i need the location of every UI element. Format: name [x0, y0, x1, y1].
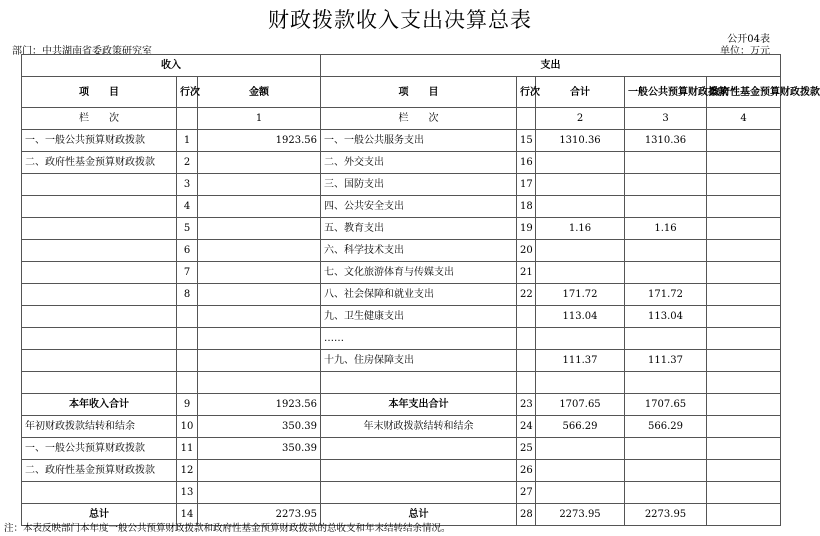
gov-fund-cell	[707, 284, 781, 306]
income-header: 收入	[22, 55, 321, 77]
report-title: 财政拨款收入支出决算总表	[268, 8, 532, 32]
income-item-cell	[22, 262, 177, 284]
expense-item-cell: 八、社会保障和就业支出	[321, 284, 517, 306]
income-item-cell: 年初财政拨款结转和结余	[22, 416, 177, 438]
gov-fund-cell	[707, 416, 781, 438]
expense-rowno-cell	[517, 328, 536, 350]
gov-fund-cell	[707, 262, 781, 284]
expense-item-cell: 二、外交支出	[321, 152, 517, 174]
expense-total-cell	[536, 174, 625, 196]
table-row	[22, 372, 781, 394]
general-budget-cell	[625, 460, 707, 482]
gov-fund-cell	[707, 196, 781, 218]
general-budget-cell	[625, 372, 707, 394]
expense-total-cell: 2273.95	[536, 504, 625, 526]
column-number-row	[22, 108, 781, 130]
expense-item-cell: ……	[321, 328, 517, 350]
income-item-cell	[22, 328, 177, 350]
general-budget-cell: 171.72	[625, 284, 707, 306]
expense-rowno-cell: 26	[517, 460, 536, 482]
summary-row	[22, 416, 781, 438]
empty-cell	[177, 108, 198, 130]
income-item-cell	[22, 372, 177, 394]
income-amount-cell	[198, 152, 321, 174]
income-amount-cell	[198, 482, 321, 504]
expense-header: 支出	[321, 55, 781, 77]
expense-total-cell: 171.72	[536, 284, 625, 306]
expense-item-cell: 三、国防支出	[321, 174, 517, 196]
gov-fund-cell	[707, 328, 781, 350]
income-item-cell	[22, 174, 177, 196]
expense-item-cell: 六、科学技术支出	[321, 240, 517, 262]
income-amount-cell: 2273.95	[198, 504, 321, 526]
expense-total-cell: 111.37	[536, 350, 625, 372]
income-item-cell	[22, 218, 177, 240]
income-rowno-cell: 14	[177, 504, 198, 526]
income-item-cell	[22, 306, 177, 328]
general-budget-cell	[625, 240, 707, 262]
income-rowno-cell: 12	[177, 460, 198, 482]
expense-total-cell	[536, 196, 625, 218]
income-amount-cell: 350.39	[198, 438, 321, 460]
gov-fund-cell	[707, 482, 781, 504]
general-budget-cell: 566.29	[625, 416, 707, 438]
expense-item-cell: 十九、住房保障支出	[321, 350, 517, 372]
income-rowno-header: 行次	[177, 77, 198, 108]
gov-fund-cell	[707, 394, 781, 416]
general-budget-cell	[625, 152, 707, 174]
general-budget-cell	[625, 262, 707, 284]
expense-total-cell	[536, 372, 625, 394]
income-amount-cell	[198, 328, 321, 350]
expense-rowno-cell: 16	[517, 152, 536, 174]
income-amount-cell: 1923.56	[198, 130, 321, 152]
income-rowno-cell: 9	[177, 394, 198, 416]
income-amount-header: 金额	[198, 77, 321, 108]
gov-fund-cell	[707, 460, 781, 482]
expense-item-cell	[321, 438, 517, 460]
income-amount-cell	[198, 196, 321, 218]
income-item-cell: 一、一般公共预算财政拨款	[22, 438, 177, 460]
column-header-row	[22, 77, 781, 108]
income-rowno-cell: 7	[177, 262, 198, 284]
income-amount-cell	[198, 262, 321, 284]
general-budget-cell: 1.16	[625, 218, 707, 240]
expense-item-header: 项 目	[321, 77, 517, 108]
expense-rowno-cell: 20	[517, 240, 536, 262]
expense-total-cell	[536, 482, 625, 504]
general-budget-cell	[625, 328, 707, 350]
empty-cell	[517, 108, 536, 130]
income-item-cell	[22, 284, 177, 306]
general-budget-cell	[625, 174, 707, 196]
income-rowno-cell	[177, 306, 198, 328]
income-amount-cell	[198, 460, 321, 482]
income-rowno-cell: 8	[177, 284, 198, 306]
income-rowno-cell: 3	[177, 174, 198, 196]
column-number: 1	[198, 108, 321, 130]
column-label: 栏 次	[321, 108, 517, 130]
expense-total-cell	[536, 438, 625, 460]
expense-total-cell: 113.04	[536, 306, 625, 328]
table-row	[22, 174, 781, 196]
expense-item-cell: 九、卫生健康支出	[321, 306, 517, 328]
table-row	[22, 130, 781, 152]
income-rowno-cell: 1	[177, 130, 198, 152]
income-item-cell: 总计	[22, 504, 177, 526]
expense-rowno-cell: 27	[517, 482, 536, 504]
income-item-cell	[22, 482, 177, 504]
table-row	[22, 350, 781, 372]
expense-total-cell: 1707.65	[536, 394, 625, 416]
general-budget-cell	[625, 438, 707, 460]
summary-row	[22, 460, 781, 482]
income-rowno-cell: 10	[177, 416, 198, 438]
column-label: 栏 次	[22, 108, 177, 130]
gov-fund-cell	[707, 130, 781, 152]
expense-item-cell: 一、一般公共服务支出	[321, 130, 517, 152]
table-row	[22, 196, 781, 218]
summary-row	[22, 394, 781, 416]
expense-item-cell: 七、文化旅游体育与传媒支出	[321, 262, 517, 284]
income-item-cell: 二、政府性基金预算财政拨款	[22, 152, 177, 174]
general-budget-cell: 113.04	[625, 306, 707, 328]
income-rowno-cell	[177, 328, 198, 350]
group-header-row	[22, 55, 781, 77]
budget-table	[21, 54, 820, 526]
income-amount-cell	[198, 306, 321, 328]
gov-fund-cell	[707, 306, 781, 328]
expense-rowno-header: 行次	[517, 77, 536, 108]
expense-total-cell: 566.29	[536, 416, 625, 438]
income-item-cell: 二、政府性基金预算财政拨款	[22, 460, 177, 482]
footnote: 注：本表反映部门本年度一般公共预算财政拨款和政府性基金预算财政拨款的总收支和年末结转结余情况。	[4, 523, 451, 534]
expense-rowno-cell: 15	[517, 130, 536, 152]
expense-rowno-cell: 21	[517, 262, 536, 284]
expense-rowno-cell: 23	[517, 394, 536, 416]
expense-total-header: 合计	[536, 77, 625, 108]
table-row	[22, 262, 781, 284]
table-row	[22, 218, 781, 240]
income-amount-cell: 1923.56	[198, 394, 321, 416]
gov-fund-cell	[707, 218, 781, 240]
general-budget-cell: 1707.65	[625, 394, 707, 416]
income-rowno-cell: 13	[177, 482, 198, 504]
income-rowno-cell	[177, 372, 198, 394]
gov-fund-cell	[707, 504, 781, 526]
table-row	[22, 284, 781, 306]
gov-fund-cell	[707, 240, 781, 262]
income-amount-cell	[198, 372, 321, 394]
table-row	[22, 328, 781, 350]
general-budget-header: 一般公共预算财政拨款	[625, 77, 707, 108]
general-budget-cell: 1310.36	[625, 130, 707, 152]
expense-rowno-cell: 24	[517, 416, 536, 438]
gov-fund-cell	[707, 174, 781, 196]
income-amount-cell	[198, 174, 321, 196]
income-rowno-cell: 2	[177, 152, 198, 174]
expense-rowno-cell	[517, 306, 536, 328]
expense-rowno-cell: 25	[517, 438, 536, 460]
expense-rowno-cell: 22	[517, 284, 536, 306]
expense-item-cell: 五、教育支出	[321, 218, 517, 240]
summary-row	[22, 482, 781, 504]
income-rowno-cell: 4	[177, 196, 198, 218]
income-amount-cell	[198, 218, 321, 240]
expense-total-cell	[536, 460, 625, 482]
income-amount-cell	[198, 240, 321, 262]
expense-rowno-cell	[517, 350, 536, 372]
table-row	[22, 152, 781, 174]
income-rowno-cell: 6	[177, 240, 198, 262]
income-rowno-cell: 5	[177, 218, 198, 240]
column-number: 2	[536, 108, 625, 130]
expense-rowno-cell	[517, 372, 536, 394]
expense-item-cell	[321, 460, 517, 482]
gov-fund-cell	[707, 372, 781, 394]
expense-rowno-cell: 17	[517, 174, 536, 196]
expense-rowno-cell: 28	[517, 504, 536, 526]
income-item-cell: 一、一般公共预算财政拨款	[22, 130, 177, 152]
expense-item-cell	[321, 482, 517, 504]
general-budget-cell: 111.37	[625, 350, 707, 372]
income-item-cell	[22, 196, 177, 218]
income-item-header: 项 目	[22, 77, 177, 108]
income-item-cell	[22, 350, 177, 372]
gov-fund-cell	[707, 350, 781, 372]
general-budget-cell	[625, 196, 707, 218]
expense-item-cell: 总计	[321, 504, 517, 526]
expense-total-cell: 1310.36	[536, 130, 625, 152]
expense-rowno-cell: 19	[517, 218, 536, 240]
summary-row	[22, 438, 781, 460]
income-amount-cell	[198, 350, 321, 372]
column-number: 3	[625, 108, 707, 130]
form-code: 公开04表	[727, 34, 770, 45]
expense-item-cell: 年末财政拨款结转和结余	[321, 416, 517, 438]
income-amount-cell	[198, 284, 321, 306]
income-item-cell	[22, 240, 177, 262]
gov-fund-cell	[707, 152, 781, 174]
income-rowno-cell	[177, 350, 198, 372]
expense-total-cell	[536, 262, 625, 284]
table-row	[22, 306, 781, 328]
general-budget-cell	[625, 482, 707, 504]
unit-label: 单位：万元	[720, 46, 770, 57]
expense-total-cell	[536, 240, 625, 262]
expense-item-cell: 本年支出合计	[321, 394, 517, 416]
gov-fund-header: 政府性基金预算财政拨款	[707, 77, 781, 108]
expense-total-cell: 1.16	[536, 218, 625, 240]
department-label: 部门：中共湖南省委政策研究室	[12, 46, 152, 57]
column-number: 4	[707, 108, 781, 130]
expense-total-cell	[536, 328, 625, 350]
income-rowno-cell: 11	[177, 438, 198, 460]
general-budget-cell: 2273.95	[625, 504, 707, 526]
income-item-cell: 本年收入合计	[22, 394, 177, 416]
table-row	[22, 240, 781, 262]
income-amount-cell: 350.39	[198, 416, 321, 438]
expense-item-cell	[321, 372, 517, 394]
expense-item-cell: 四、公共安全支出	[321, 196, 517, 218]
expense-total-cell	[536, 152, 625, 174]
expense-rowno-cell: 18	[517, 196, 536, 218]
gov-fund-cell	[707, 438, 781, 460]
